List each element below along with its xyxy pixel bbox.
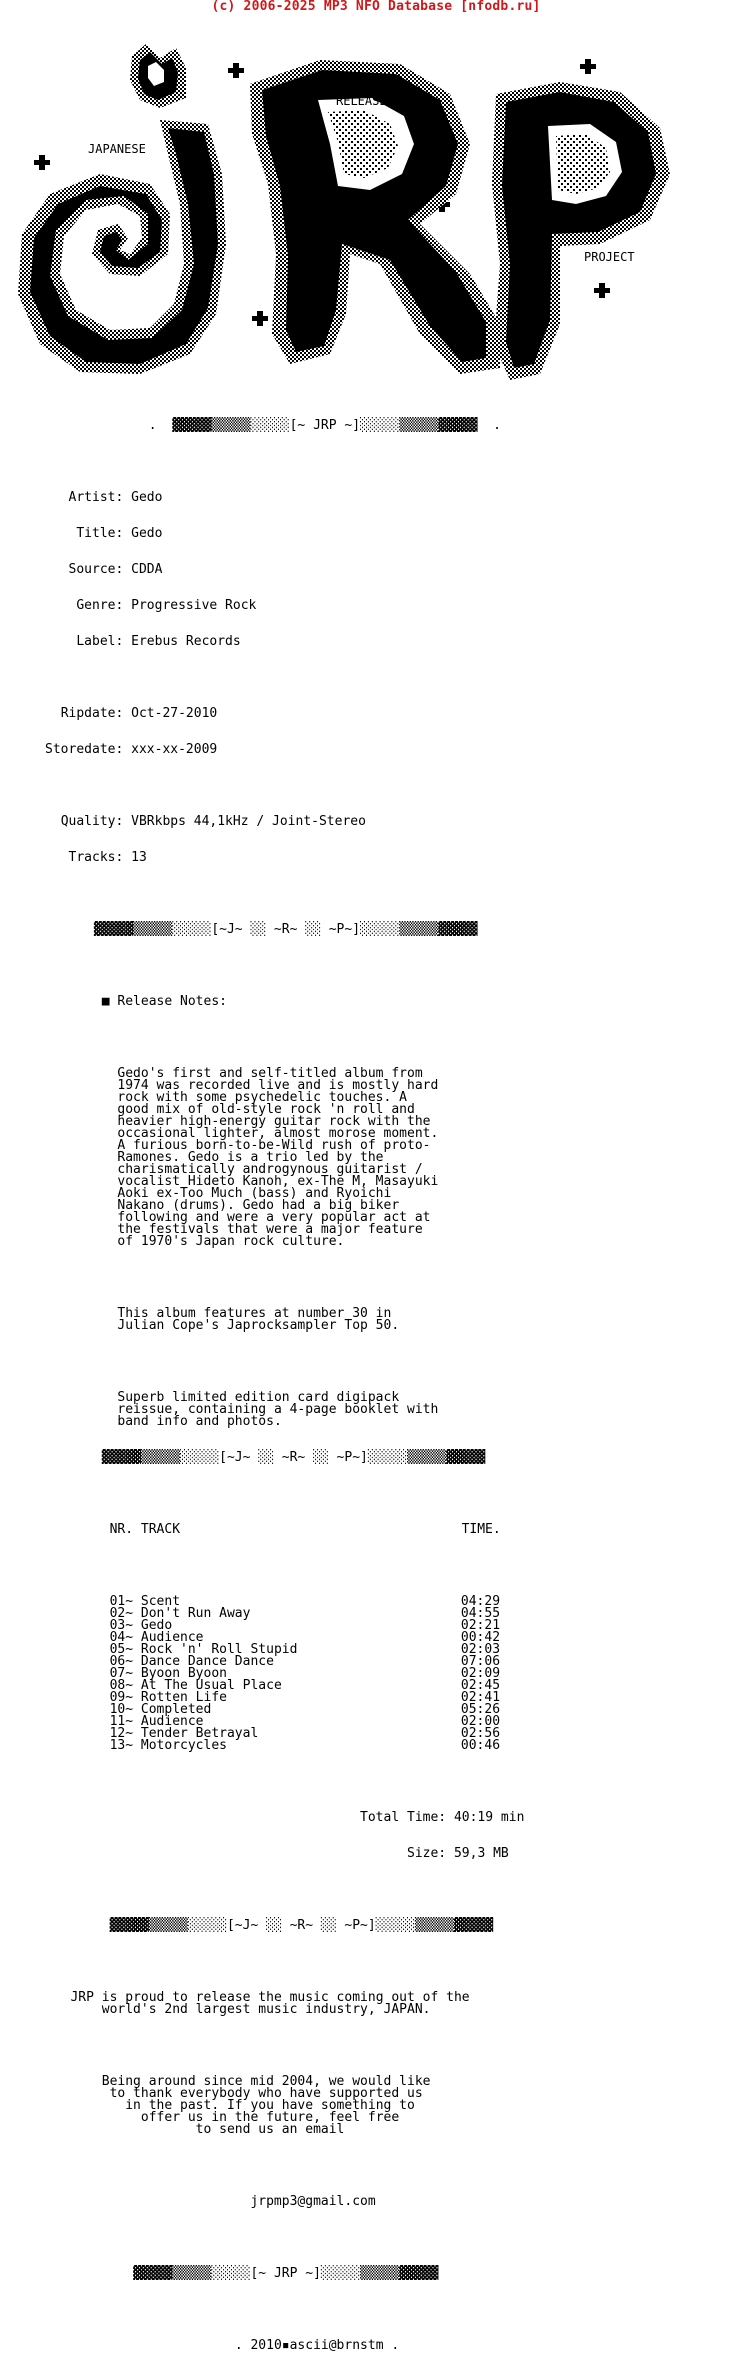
- divider-section-2: [0, 1452, 752, 1464]
- track-number: 01~: [109, 1594, 134, 1609]
- track-time: 00:46: [460, 1738, 501, 1753]
- size-value: 59,3 MB: [453, 1846, 509, 1861]
- track-time: 00:42: [460, 1630, 501, 1645]
- tracklist-header: [0, 1524, 752, 1536]
- release-notes-line: [0, 1320, 752, 1332]
- release-notes-line-text: vocalist Hideto Kanoh, ex-The M, Masayuki: [117, 1174, 439, 1189]
- contact-email: jrpmp3@gmail.com: [250, 2194, 376, 2209]
- info-source: [0, 564, 752, 576]
- track-row: [0, 1740, 752, 1752]
- release-notes-line-text: of 1970's Japan rock culture.: [117, 1234, 345, 1249]
- label-label: Label:: [76, 634, 124, 649]
- release-notes-line-text: Nakano (drums). Gedo had a big biker: [117, 1198, 400, 1213]
- track-number: 13~: [109, 1738, 134, 1753]
- track-number: 02~: [109, 1606, 134, 1621]
- track-time: 02:56: [460, 1726, 501, 1741]
- title-value: Gedo: [131, 526, 163, 541]
- track-time: 07:06: [460, 1654, 501, 1669]
- j-dot-shape: [130, 44, 186, 108]
- track-time: 02:00: [460, 1714, 501, 1729]
- track-name: Gedo: [140, 1618, 173, 1633]
- divider-bottom-text: ▓▓▓▓▓▒▒▒▒▒░░░░░[~ JRP ~]░░░░░▒▒▒▒▒▓▓▓▓▓: [133, 2266, 439, 2281]
- quality-value: VBRkbps 44,1kHz / Joint-Stereo: [131, 814, 366, 829]
- track-number: 09~: [109, 1690, 134, 1705]
- nfo-database-header: (c) 2006-2025 MP3 NFO Database [nfodb.ru]: [211, 0, 541, 14]
- footer-thanks-line-text: offer us in the future, feel free: [140, 2110, 400, 2125]
- release-notes-line-text: A furious born-to-be-Wild rush of proto-: [117, 1138, 431, 1153]
- release-notes-line-text: band info and photos.: [117, 1414, 282, 1429]
- footer-thanks-line: [0, 2124, 752, 2136]
- footer-proud-line-text: world's 2nd largest music industry, JAPAN.: [101, 2002, 431, 2017]
- nfo-text-block: [0, 396, 752, 2364]
- track-name: Tender Betrayal: [140, 1726, 259, 1741]
- logo-word-project: PROJECT: [584, 250, 635, 264]
- release-notes-line-text: Julian Cope's Japrocksampler Top 50.: [117, 1318, 400, 1333]
- release-notes-line: [0, 1236, 752, 1248]
- logo-word-japanese: JAPANESE: [88, 142, 146, 156]
- letter-p-shape: [492, 82, 670, 380]
- signature-row: [0, 2340, 752, 2352]
- track-time: 04:55: [460, 1606, 501, 1621]
- total-time-row: [0, 1812, 752, 1824]
- track-name: Don't Run Away: [140, 1606, 251, 1621]
- track-time: 02:03: [460, 1642, 501, 1657]
- track-number: 05~: [109, 1642, 134, 1657]
- jrp-logo: [0, 24, 752, 384]
- track-number: 07~: [109, 1666, 134, 1681]
- track-time: 02:41: [460, 1690, 501, 1705]
- track-number: 06~: [109, 1654, 134, 1669]
- logo-word-release: RELEASE: [336, 94, 387, 108]
- ripdate-value: Oct-27-2010: [131, 706, 218, 721]
- track-name: Dance Dance Dance: [140, 1654, 274, 1669]
- info-tracks: [0, 852, 752, 864]
- footer-proud-line-text: JRP is proud to release the music coming out of the: [70, 1990, 470, 2005]
- footer-thanks-line-text: to thank everybody who have supported us: [109, 2086, 423, 2101]
- tracks-label: Tracks:: [68, 850, 124, 865]
- info-genre: [0, 600, 752, 612]
- title-label: Title:: [76, 526, 124, 541]
- release-notes-line-text: rock with some psychedelic touches. A: [117, 1090, 407, 1105]
- size-row: [0, 1848, 752, 1860]
- release-notes-line-text: Gedo's first and self-titled album from: [117, 1066, 423, 1081]
- release-notes-line: [0, 1416, 752, 1428]
- info-storedate: [0, 744, 752, 756]
- divider-section-1: [0, 924, 752, 936]
- release-notes-line-text: Aoki ex-Too Much (bass) and Ryoichi: [117, 1186, 392, 1201]
- total-time-label: Total Time:: [360, 1810, 447, 1825]
- track-time: 04:29: [460, 1594, 501, 1609]
- track-number: 03~: [109, 1618, 134, 1633]
- track-name: Rock 'n' Roll Stupid: [140, 1642, 298, 1657]
- release-notes-line-text: 1974 was recorded live and is mostly hard: [117, 1078, 439, 1093]
- divider-section-text: ▓▓▓▓▓▒▒▒▒▒░░░░░[~J~ ░░ ~R~ ░░ ~P~]░░░░░▒▒▒▒▒▓▓▓▓▓: [101, 1450, 486, 1465]
- divider-section-text: ▓▓▓▓▓▒▒▒▒▒░░░░░[~J~ ░░ ~R~ ░░ ~P~]░░░░░▒▒▒▒▒▓▓▓▓▓: [93, 922, 478, 937]
- release-notes-line-text: Superb limited edition card digipack: [117, 1390, 400, 1405]
- release-notes-line-text: reissue, containing a 4-page booklet with: [117, 1402, 439, 1417]
- track-time: 02:21: [460, 1618, 501, 1633]
- artist-label: Artist:: [68, 490, 124, 505]
- divider-bottom: [0, 2268, 752, 2280]
- release-notes-line-text: This album features at number 30 in: [117, 1306, 392, 1321]
- footer-thanks-line-text: in the past. If you have something to: [125, 2098, 415, 2113]
- release-notes-line-text: Ramones. Gedo is a trio led by the: [117, 1150, 384, 1165]
- track-name: At The Usual Place: [140, 1678, 282, 1693]
- info-label: [0, 636, 752, 648]
- footer-thanks-line-text: Being around since mid 2004, we would like: [101, 2074, 431, 2089]
- storedate-label: Storedate:: [45, 742, 124, 757]
- quality-label: Quality:: [60, 814, 124, 829]
- info-ripdate: [0, 708, 752, 720]
- storedate-value: xxx-xx-2009: [131, 742, 218, 757]
- track-name: Scent: [140, 1594, 181, 1609]
- track-number: 08~: [109, 1678, 134, 1693]
- track-time: 02:09: [460, 1666, 501, 1681]
- info-quality: [0, 816, 752, 828]
- track-number: 12~: [109, 1726, 134, 1741]
- genre-value: Progressive Rock: [131, 598, 257, 613]
- ripdate-label: Ripdate:: [60, 706, 124, 721]
- release-notes-line-text: good mix of old-style rock 'n roll and: [117, 1102, 415, 1117]
- source-value: CDDA: [131, 562, 163, 577]
- release-notes-line-text: following and were a very popular act at: [117, 1210, 431, 1225]
- track-name: Completed: [140, 1702, 212, 1717]
- divider-top: [0, 420, 752, 432]
- track-name: Motorcycles: [140, 1738, 227, 1753]
- label-value: Erebus Records: [131, 634, 241, 649]
- source-label: Source:: [68, 562, 124, 577]
- info-artist: [0, 492, 752, 504]
- divider-top-text: . ▓▓▓▓▓▒▒▒▒▒░░░░░[~ JRP ~]░░░░░▒▒▒▒▒▓▓▓▓▓ .: [140, 418, 501, 433]
- tracks-value: 13: [131, 850, 147, 865]
- release-notes-line-text: occasional lighter, almost morose moment.: [117, 1126, 439, 1141]
- total-time-value: 40:19 min: [453, 1810, 525, 1825]
- genre-label: Genre:: [76, 598, 124, 613]
- track-number: 10~: [109, 1702, 134, 1717]
- divider-section-text: ▓▓▓▓▓▒▒▒▒▒░░░░░[~J~ ░░ ~R~ ░░ ~P~]░░░░░▒▒▒▒▒▓▓▓▓▓: [109, 1918, 494, 1933]
- jrp-logo-art: [0, 24, 752, 384]
- track-name: Audience: [140, 1630, 204, 1645]
- letter-j-shape: [18, 120, 226, 374]
- footer-proud-line: [0, 2004, 752, 2016]
- release-notes-line-text: charismatically androgynous guitarist /: [117, 1162, 423, 1177]
- release-notes-line-text: heavier high-energy guitar rock with the: [117, 1114, 431, 1129]
- track-time: 05:26: [460, 1702, 501, 1717]
- track-number: 11~: [109, 1714, 134, 1729]
- track-number: 04~: [109, 1630, 134, 1645]
- track-name: Byoon Byoon: [140, 1666, 227, 1681]
- tracklist-header-time: TIME.: [461, 1522, 501, 1537]
- track-name: Rotten Life: [140, 1690, 227, 1705]
- release-notes-heading: [0, 996, 752, 1008]
- footer-thanks-line-text: to send us an email: [195, 2122, 345, 2137]
- ascii-signature: . 2010▪ascii@brnstm .: [234, 2338, 400, 2353]
- artist-value: Gedo: [131, 490, 163, 505]
- email-row: [0, 2196, 752, 2208]
- release-notes-title: ■ Release Notes:: [101, 994, 227, 1009]
- track-time: 02:45: [460, 1678, 501, 1693]
- release-notes-line-text: the festivals that were a major feature: [117, 1222, 423, 1237]
- size-label: Size:: [407, 1846, 447, 1861]
- info-title: [0, 528, 752, 540]
- tracklist-header-track: NR. TRACK: [109, 1522, 181, 1537]
- divider-section-3: [0, 1920, 752, 1932]
- track-name: Audience: [140, 1714, 204, 1729]
